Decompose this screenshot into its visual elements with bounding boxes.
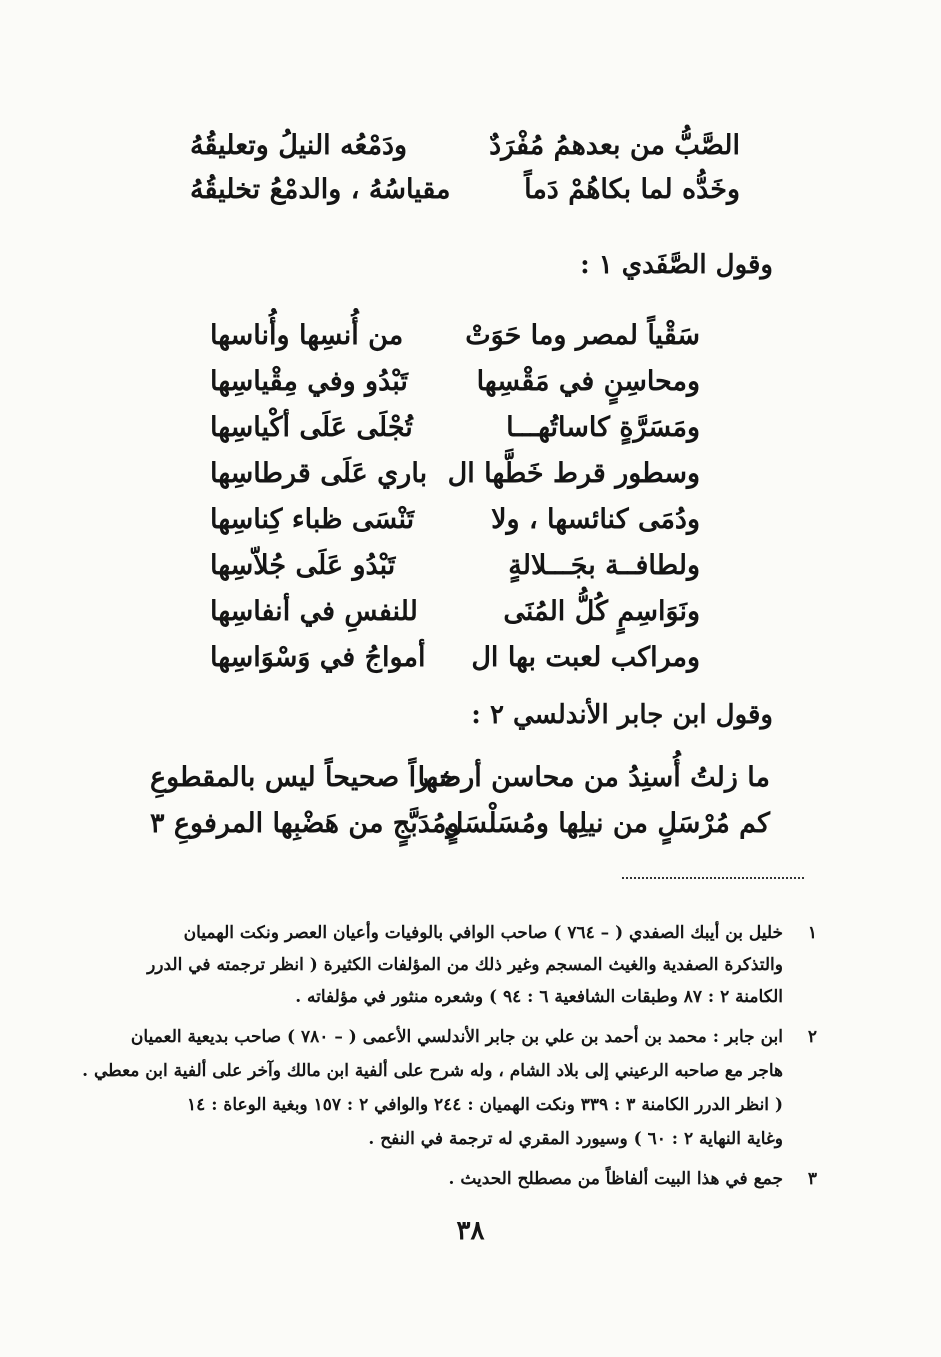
intro-ibn-jabir: وقول ابن جابر الأندلسي ٢ : — [471, 700, 773, 730]
hemistich-left: خبراً صحيحاً ليس بالمقطوعِ — [150, 762, 456, 793]
hemistich-right: ومراكب لعبت بها ال — [471, 642, 700, 673]
hemistich-right: ومحاسِنٍ في مَقْسِها — [476, 366, 700, 397]
footnote-2 — [82, 1026, 817, 1162]
poem2-verse-5 — [210, 502, 700, 538]
poem2-verse-7 — [210, 594, 700, 630]
intro-safadi: وقول الصَّفَدي ١ : — [580, 250, 773, 280]
poem2-verse-3 — [210, 410, 700, 446]
footnote-number: ١ — [807, 923, 817, 943]
footnote-line: جمع في هذا البيت ألفاظاً من مصطلح الحديث . — [448, 1169, 783, 1189]
poem3-verse-1 — [150, 760, 770, 796]
hemistich-left: مقياسُهُ ، والدمْعُ تخليقُهُ — [190, 174, 451, 205]
footnote-line: الكامنة ٢ : ٨٧ وطبقات الشافعية ٦ : ٩٤ ) وشعره منثور في مؤلفاته . — [295, 987, 783, 1007]
footnote-separator — [622, 877, 804, 879]
hemistich-left: باري عَلَى قرطاسِها — [210, 458, 428, 489]
footnote-line: ابن جابر : محمد بن أحمد بن علي بن جابر الأندلسي الأعمى ( – ٧٨٠ ) صاحب بديعية العميان — [130, 1027, 783, 1047]
hemistich-left: تَبْدُو عَلَى جُلاّسِها — [210, 550, 396, 581]
poem2-verse-1 — [210, 318, 700, 354]
hemistich-right: كم مُرْسَلٍ من نيلِها ومُسَلْسَلٍ — [443, 808, 770, 839]
hemistich-right: الصَّبُّ من بعدهمُ مُفْرَدٌ — [489, 130, 740, 161]
hemistich-left: تُجْلَى عَلَى أكْياسِها — [210, 412, 413, 443]
footnote-1 — [111, 922, 817, 1018]
hemistich-left: للنفسِ في أنفاسِها — [210, 596, 418, 627]
poem2-verse-6 — [210, 548, 700, 584]
poem1-verse-2 — [190, 172, 740, 208]
hemistich-right: ومَسَرَّةٍ كاساتُهـــا — [506, 412, 700, 443]
hemistich-left: ومُدَبَّجٍ من هَضْبِها المرفوعِ ٣ — [150, 808, 460, 839]
hemistich-right: ودُمَى كنائسها ، ولا — [491, 504, 700, 535]
poem2-verse-4 — [210, 456, 700, 492]
hemistich-left: تَبْدُو وفي مِقْياسِها — [210, 366, 408, 397]
hemistich-left: تَنْسَى ظباء كِناسِها — [210, 504, 415, 535]
hemistich-right: ولطافــة بجَـــلالةٍ — [508, 550, 700, 581]
footnote-line: هاجر مع صاحبه الرعيني إلى بلاد الشام ، وله شرح على ألفية ابن مالك وآخر على ألفية ابن معطي . — [82, 1061, 783, 1081]
poem2-verse-8 — [210, 640, 700, 676]
footnote-line: وغاية النهاية ٢ : ٦٠ ) وسيورد المقري له ترجمة في النفح . — [368, 1129, 783, 1149]
hemistich-left: ودَمْعُه النيلُ وتعليقُهُ — [190, 130, 408, 161]
hemistich-right: وخَدُّه لما بكاهُمْ دَماً — [524, 174, 740, 205]
hemistich-left: أمواجُ في وَسْوَاسِها — [210, 642, 426, 673]
footnote-line: ( انظر الدرر الكامنة ٣ : ٣٣٩ ونكت الهميان : ٢٤٤ والوافي ٢ : ١٥٧ وبغية الوعاة : ١٤ — [187, 1095, 783, 1115]
hemistich-right: ونَوَاسِمٍ كُلُّ المُنَى — [503, 596, 700, 627]
poem1-verse-1 — [190, 128, 740, 164]
footnote-line: خليل بن أيبك الصفدي ( – ٧٦٤ ) صاحب الوافي بالوفيات وأعيان العصر ونكت الهميان — [183, 923, 783, 943]
hemistich-left: من أُنسِها وأُناسها — [210, 320, 404, 351]
page-number: ٣٨ — [456, 1216, 485, 1246]
hemistich-right: ما زلتُ أُسنِدُ من محاسن أرضها — [417, 762, 770, 793]
poem3-verse-2 — [150, 806, 770, 842]
footnote-number: ٣ — [807, 1169, 817, 1189]
hemistich-right: وسطور قرط خَطَّها ال — [447, 458, 700, 489]
poem2-verse-2 — [210, 364, 700, 400]
footnote-3 — [111, 1168, 817, 1200]
footnote-line: والتذكرة الصفدية والغيث المسجم وغير ذلك من المؤلفات الكثيرة ( انظر ترجمته في الدرر — [147, 955, 783, 975]
hemistich-right: سَقْياً لمصر وما حَوَتْ — [465, 320, 700, 351]
footnote-number: ٢ — [807, 1027, 817, 1047]
